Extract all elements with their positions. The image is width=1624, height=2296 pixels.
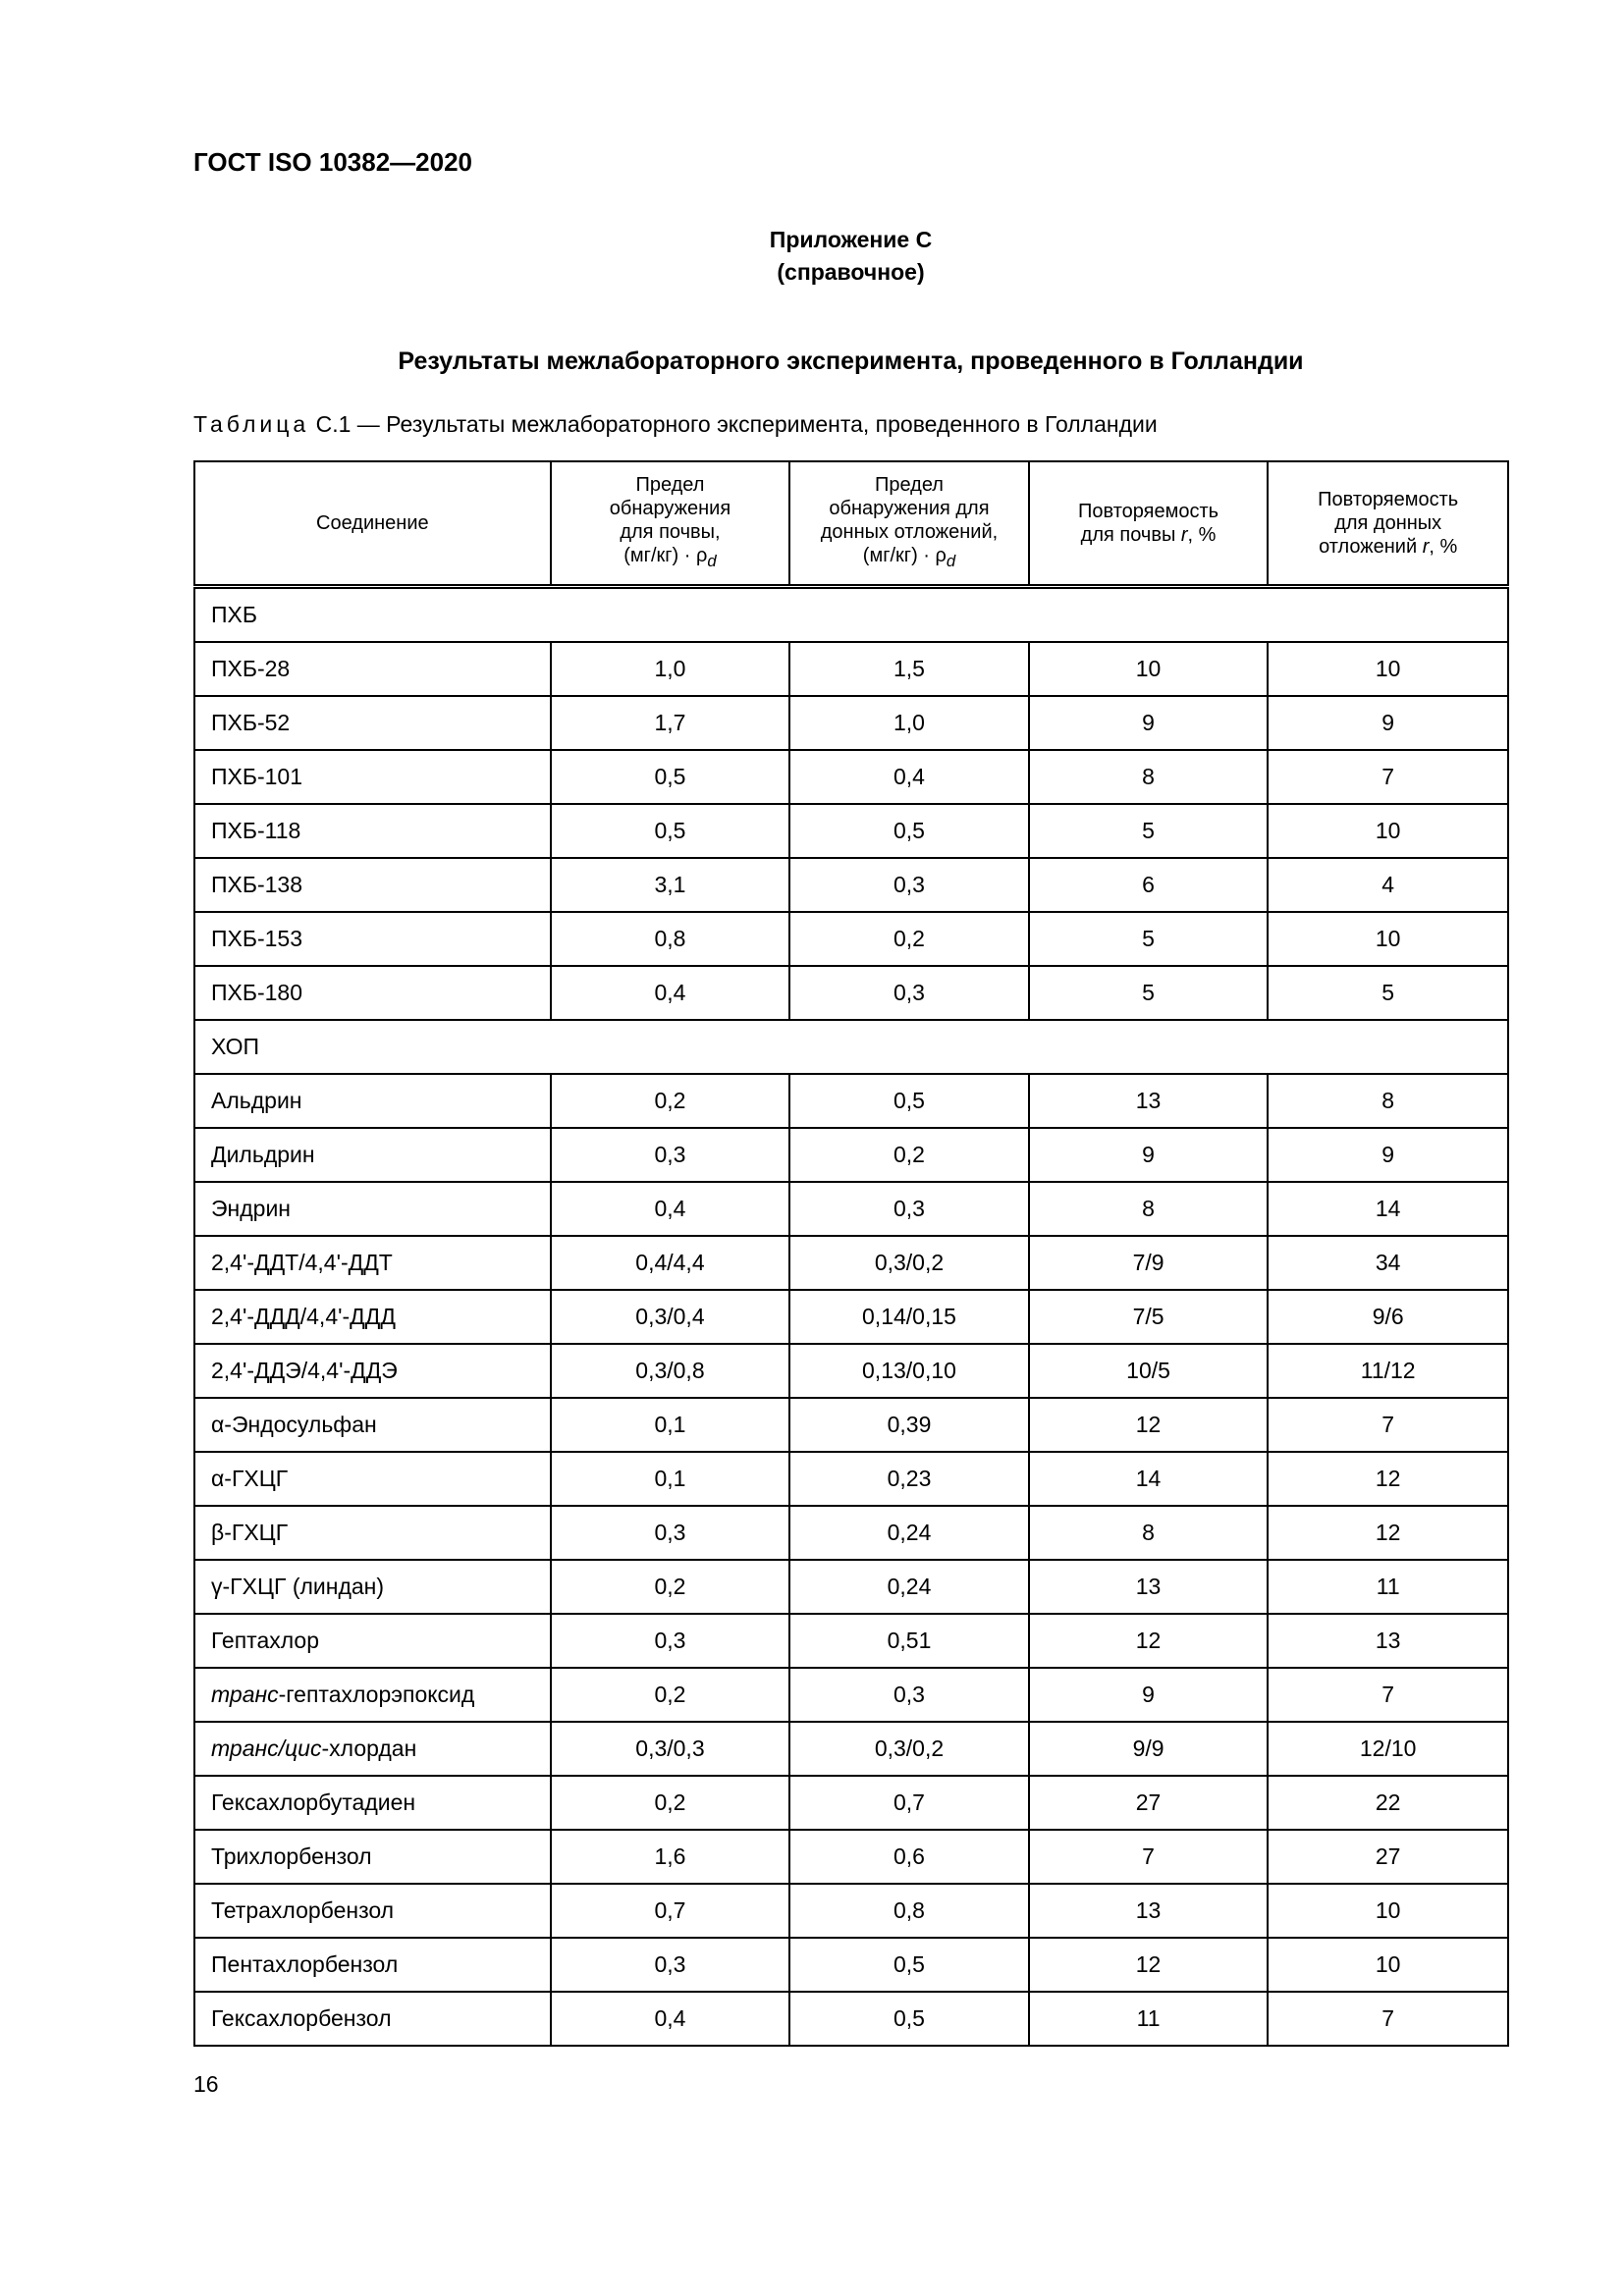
value-cell: 0,6: [789, 1830, 1029, 1884]
column-header-line: для почвы r, %: [1080, 524, 1217, 546]
value-cell: 13: [1029, 1074, 1269, 1128]
value-cell: 0,2: [789, 1128, 1029, 1182]
value-cell: 0,24: [789, 1506, 1029, 1560]
value-cell: 5: [1029, 912, 1269, 966]
table-row: [194, 1452, 1508, 1506]
table-row: [194, 1614, 1508, 1668]
compound-name: транс-гептахлорэпоксид: [194, 1668, 551, 1722]
table-row: [194, 642, 1508, 696]
value-cell: 10/5: [1029, 1344, 1269, 1398]
value-cell: 5: [1029, 966, 1269, 1020]
table-caption-text: С.1 — Результаты межлабораторного эксперимента, проведенного в Голландии: [315, 411, 1158, 437]
value-cell: 11/12: [1268, 1344, 1508, 1398]
value-cell: 0,8: [551, 912, 790, 966]
value-cell: 13: [1029, 1560, 1269, 1614]
column-header-line: отложений r, %: [1319, 536, 1458, 558]
value-cell: 9: [1268, 1128, 1508, 1182]
compound-name: ПХБ-118: [194, 804, 551, 858]
value-cell: 0,5: [551, 804, 790, 858]
value-cell: 0,2: [551, 1074, 790, 1128]
compound-name: ПХБ-52: [194, 696, 551, 750]
table-row: [194, 966, 1508, 1020]
value-cell: 7/5: [1029, 1290, 1269, 1344]
value-cell: 1,6: [551, 1830, 790, 1884]
table-body: [194, 587, 1508, 2047]
compound-name: γ-ГХЦГ (линдан): [194, 1560, 551, 1614]
table-caption-label: Таблица: [193, 411, 310, 437]
table-row: [194, 1236, 1508, 1290]
table-row: [194, 1830, 1508, 1884]
column-header-text: (мг/кг) · ρ: [623, 545, 708, 566]
compound-name: Дильдрин: [194, 1128, 551, 1182]
value-cell: 0,1: [551, 1398, 790, 1452]
value-cell: 0,23: [789, 1452, 1029, 1506]
value-cell: 8: [1029, 750, 1269, 804]
column-header-line: донных отложений,: [820, 521, 999, 543]
compound-name: Гексахлорбензол: [194, 1992, 551, 2046]
compound-name: ПХБ-180: [194, 966, 551, 1020]
value-cell: 22: [1268, 1776, 1508, 1830]
table-row: [194, 1182, 1508, 1236]
compound-name: ПХБ-28: [194, 642, 551, 696]
appendix-title: Приложение С: [769, 227, 933, 252]
compound-name: ПХБ-138: [194, 858, 551, 912]
column-header-line: для донных: [1334, 512, 1442, 534]
value-cell: 13: [1029, 1884, 1269, 1938]
value-cell: 10: [1268, 912, 1508, 966]
value-cell: 5: [1268, 966, 1508, 1020]
compound-name: транс/цис-хлордан: [194, 1722, 551, 1776]
group-label: ХОП: [194, 1020, 1508, 1074]
table-row: [194, 1992, 1508, 2046]
value-cell: 10: [1029, 642, 1269, 696]
value-cell: 5: [1029, 804, 1269, 858]
table-row: [194, 1128, 1508, 1182]
value-cell: 12/10: [1268, 1722, 1508, 1776]
value-cell: 0,1: [551, 1452, 790, 1506]
value-cell: 0,3: [789, 858, 1029, 912]
value-cell: 0,4: [551, 966, 790, 1020]
value-cell: 0,24: [789, 1560, 1029, 1614]
value-cell: 9: [1029, 1128, 1269, 1182]
column-header-line: обнаружения для: [829, 498, 990, 519]
group-label: ПХБ: [194, 587, 1508, 643]
value-cell: 0,3: [551, 1938, 790, 1992]
value-cell: 0,3: [789, 1668, 1029, 1722]
compound-name: Пентахлорбензол: [194, 1938, 551, 1992]
column-header-line: [552, 544, 789, 573]
value-cell: 0,8: [789, 1884, 1029, 1938]
value-cell: 10: [1268, 642, 1508, 696]
value-cell: 12: [1029, 1398, 1269, 1452]
value-cell: 12: [1029, 1938, 1269, 1992]
value-cell: 34: [1268, 1236, 1508, 1290]
column-header-line: для почвы,: [620, 521, 721, 543]
value-cell: 12: [1268, 1506, 1508, 1560]
value-cell: 0,3/0,8: [551, 1344, 790, 1398]
value-cell: 1,0: [789, 696, 1029, 750]
table-row: [194, 1506, 1508, 1560]
page-number: 16: [193, 2071, 219, 2097]
value-cell: 11: [1029, 1992, 1269, 2046]
value-cell: 0,3/0,2: [789, 1236, 1029, 1290]
value-cell: 0,5: [789, 1992, 1029, 2046]
value-cell: 0,2: [551, 1668, 790, 1722]
compound-name: Гексахлорбутадиен: [194, 1776, 551, 1830]
group-row: [194, 587, 1508, 643]
compound-name: ПХБ-153: [194, 912, 551, 966]
value-cell: 0,14/0,15: [789, 1290, 1029, 1344]
value-cell: 9/6: [1268, 1290, 1508, 1344]
value-cell: 0,5: [789, 804, 1029, 858]
value-cell: 7: [1268, 1398, 1508, 1452]
compound-name: Тетрахлорбензол: [194, 1884, 551, 1938]
table-row: [194, 804, 1508, 858]
value-cell: 0,7: [551, 1884, 790, 1938]
value-cell: 12: [1268, 1452, 1508, 1506]
value-cell: 0,39: [789, 1398, 1029, 1452]
compound-name: Трихлорбензол: [194, 1830, 551, 1884]
value-cell: 0,4: [789, 750, 1029, 804]
value-cell: 10: [1268, 804, 1508, 858]
value-cell: 0,5: [551, 750, 790, 804]
value-cell: 0,3/0,2: [789, 1722, 1029, 1776]
value-cell: 10: [1268, 1884, 1508, 1938]
value-cell: 1,5: [789, 642, 1029, 696]
column-header: [1268, 461, 1508, 587]
compound-name: β-ГХЦГ: [194, 1506, 551, 1560]
compound-name: α-ГХЦГ: [194, 1452, 551, 1506]
value-cell: 0,3: [551, 1506, 790, 1560]
value-cell: 27: [1268, 1830, 1508, 1884]
appendix-heading: [0, 224, 1624, 289]
table-row: [194, 1668, 1508, 1722]
group-row: [194, 1020, 1508, 1074]
table-row: [194, 1884, 1508, 1938]
value-cell: 9: [1029, 1668, 1269, 1722]
column-header-subscript: d: [707, 552, 717, 570]
value-cell: 0,5: [789, 1938, 1029, 1992]
table-row: [194, 1074, 1508, 1128]
table-row: [194, 912, 1508, 966]
table-caption: [193, 411, 1158, 438]
compound-name: ПХБ-101: [194, 750, 551, 804]
value-cell: 9: [1029, 696, 1269, 750]
table-row: [194, 750, 1508, 804]
value-cell: 0,7: [789, 1776, 1029, 1830]
value-cell: 4: [1268, 858, 1508, 912]
compound-name: 2,4'-ДДЭ/4,4'-ДДЭ: [194, 1344, 551, 1398]
column-header: [789, 461, 1029, 587]
value-cell: 7: [1029, 1830, 1269, 1884]
value-cell: 7/9: [1029, 1236, 1269, 1290]
column-header-line: Предел: [874, 474, 944, 496]
value-cell: 14: [1029, 1452, 1269, 1506]
value-cell: 9: [1268, 696, 1508, 750]
value-cell: 9/9: [1029, 1722, 1269, 1776]
value-cell: 12: [1029, 1614, 1269, 1668]
value-cell: 8: [1029, 1506, 1269, 1560]
compound-name: Эндрин: [194, 1182, 551, 1236]
appendix-subtitle: (справочное): [777, 259, 925, 285]
table-row: [194, 696, 1508, 750]
value-cell: 6: [1029, 858, 1269, 912]
value-cell: 13: [1268, 1614, 1508, 1668]
compound-name: 2,4'-ДДТ/4,4'-ДДТ: [194, 1236, 551, 1290]
value-cell: 0,5: [789, 1074, 1029, 1128]
value-cell: 8: [1268, 1074, 1508, 1128]
value-cell: 3,1: [551, 858, 790, 912]
value-cell: 0,3/0,4: [551, 1290, 790, 1344]
value-cell: 11: [1268, 1560, 1508, 1614]
table-row: [194, 1560, 1508, 1614]
column-header: [551, 461, 790, 587]
value-cell: 27: [1029, 1776, 1269, 1830]
value-cell: 0,2: [551, 1560, 790, 1614]
compound-name: Гептахлор: [194, 1614, 551, 1668]
column-header-line: обнаружения: [609, 498, 731, 519]
value-cell: 0,4: [551, 1992, 790, 2046]
value-cell: 0,3: [789, 1182, 1029, 1236]
compound-name: 2,4'-ДДД/4,4'-ДДД: [194, 1290, 551, 1344]
value-cell: 0,3/0,3: [551, 1722, 790, 1776]
column-header-text: (мг/кг) · ρ: [862, 545, 947, 566]
column-header-line: [790, 544, 1028, 573]
column-header-line: Повторяемость: [1318, 489, 1459, 510]
column-header-line: Предел: [635, 474, 705, 496]
value-cell: 0,3: [789, 966, 1029, 1020]
value-cell: 10: [1268, 1938, 1508, 1992]
value-cell: 0,4: [551, 1182, 790, 1236]
table-row: [194, 1938, 1508, 1992]
value-cell: 0,13/0,10: [789, 1344, 1029, 1398]
value-cell: 0,4/4,4: [551, 1236, 790, 1290]
value-cell: 8: [1029, 1182, 1269, 1236]
section-title: Результаты межлабораторного эксперимента, проведенного в Голландии: [398, 347, 1304, 375]
value-cell: 7: [1268, 750, 1508, 804]
column-header-line: Повторяемость: [1078, 501, 1219, 522]
column-header: [1029, 461, 1269, 587]
column-header: [194, 461, 551, 587]
value-cell: 0,51: [789, 1614, 1029, 1668]
compound-name: α-Эндосульфан: [194, 1398, 551, 1452]
value-cell: 14: [1268, 1182, 1508, 1236]
value-cell: 0,2: [551, 1776, 790, 1830]
value-cell: 0,3: [551, 1614, 790, 1668]
document-header: ГОСТ ISO 10382—2020: [193, 147, 473, 177]
value-cell: 1,0: [551, 642, 790, 696]
results-table: [193, 460, 1509, 2047]
column-header-line: Соединение: [316, 512, 429, 534]
value-cell: 7: [1268, 1992, 1508, 2046]
value-cell: 0,3: [551, 1128, 790, 1182]
table-row: [194, 1722, 1508, 1776]
table-row: [194, 1398, 1508, 1452]
table-row: [194, 1776, 1508, 1830]
table-row: [194, 1344, 1508, 1398]
compound-name: Альдрин: [194, 1074, 551, 1128]
value-cell: 1,7: [551, 696, 790, 750]
table-header-row: [194, 461, 1508, 587]
value-cell: 0,2: [789, 912, 1029, 966]
column-header-subscript: d: [946, 552, 956, 570]
table-row: [194, 858, 1508, 912]
value-cell: 7: [1268, 1668, 1508, 1722]
table-row: [194, 1290, 1508, 1344]
